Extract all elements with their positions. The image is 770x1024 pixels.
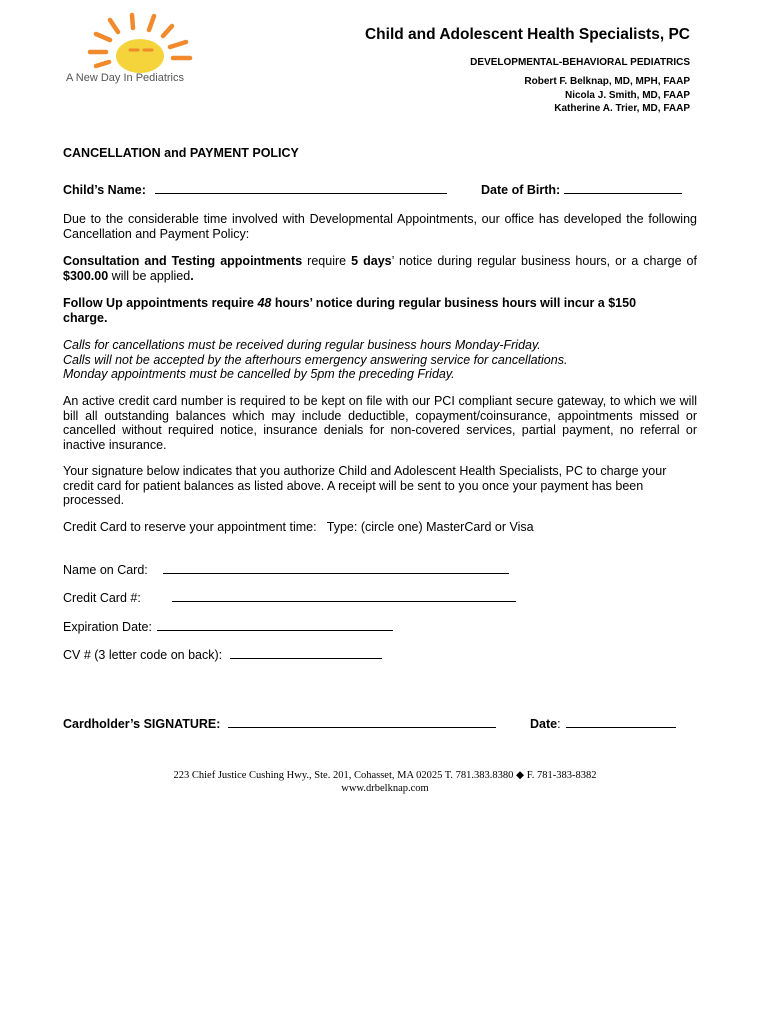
- followup-policy: Follow Up appointments require 48 hours’ notice during regular business hours will incur a $150 charge.: [63, 296, 637, 325]
- signature-label: Cardholder’s SIGNATURE:: [63, 717, 221, 731]
- cv-row: [63, 647, 382, 662]
- footer: [0, 769, 770, 795]
- cv-label: CV # (3 letter code on back):: [63, 648, 223, 662]
- footer-website[interactable]: www.drbelknap.com: [341, 783, 429, 794]
- doctor-list: [524, 75, 690, 116]
- doctor-name: Nicola J. Smith, MD, FAAP: [564, 89, 690, 101]
- practice-name: Child and Adolescent Health Specialists, PC: [364, 26, 690, 43]
- doctor-name: Katherine A. Trier, MD, FAAP: [554, 103, 690, 114]
- calls-line: Monday appointments must be cancelled by 5pm the preceding Friday.: [63, 367, 455, 381]
- card-number-field[interactable]: [172, 590, 516, 602]
- card-type-line: Credit Card to reserve your appointment time: Type: (circle one) MasterCard or Visa: [63, 520, 534, 534]
- logo-tagline: A New Day In Pediatrics: [66, 72, 184, 84]
- signature-field[interactable]: [228, 716, 496, 728]
- child-name-field[interactable]: [155, 182, 447, 194]
- dob-row: [481, 182, 682, 197]
- date-label: Date: [530, 717, 558, 731]
- dob-field[interactable]: [564, 182, 682, 194]
- cv-field[interactable]: [230, 647, 382, 659]
- card-number-row: [63, 590, 516, 605]
- dob-label: Date of Birth:: [481, 183, 561, 197]
- policy-title: CANCELLATION and PAYMENT POLICY: [63, 146, 299, 160]
- calls-line: Calls for cancellations must be received during regular business hours Monday-Friday.: [63, 338, 541, 352]
- calls-line: Calls will not be accepted by the afterhours emergency answering service for cancellations.: [63, 352, 568, 367]
- date-field[interactable]: [566, 716, 676, 728]
- name-on-card-row: [63, 562, 509, 577]
- expiration-row: [63, 619, 393, 634]
- child-name-label: Child’s Name:: [63, 183, 146, 197]
- date-row: Date:: [530, 716, 676, 731]
- signature-row: [63, 716, 496, 731]
- consultation-policy: Consultation and Testing appointments require 5 days’ notice during regular business hours, or a charge of $300.00 will be applied.: [63, 254, 697, 283]
- child-info-row: [63, 182, 447, 197]
- expiration-field[interactable]: [157, 619, 393, 631]
- doctor-name: Robert F. Belknap, MD, MPH, FAAP: [524, 76, 690, 87]
- calls-policy: [63, 338, 697, 382]
- credit-card-policy: An active credit card number is required to be kept on file with our PCI compliant secure gateway, to which we will bill all outstanding balances which may include deductible, copayment/coinsurance, appointments missed or cancelled without required notice, insurance denials for non-covered services, partial payment, no referral or inactive insurance.: [63, 394, 697, 452]
- name-on-card-label: Name on Card:: [63, 563, 148, 577]
- footer-address: 223 Chief Justice Cushing Hwy., Ste. 201, Cohasset, MA 02025 T. 781.383.8380 ◆ F. 781-383-8382: [173, 770, 597, 781]
- card-number-label: Credit Card #:: [63, 591, 141, 605]
- authorization-paragraph: Your signature below indicates that you authorize Child and Adolescent Health Specialists, PC to charge your credit card for patient balances as listed above. A receipt will be sent to you once your payment has been processed.: [63, 464, 667, 507]
- expiration-label: Expiration Date:: [63, 620, 152, 634]
- intro-paragraph: Due to the considerable time involved with Developmental Appointments, our office has developed the following Cancellation and Payment Policy:: [63, 212, 697, 241]
- name-on-card-field[interactable]: [163, 562, 509, 574]
- department-name: DEVELOPMENTAL-BEHAVIORAL PEDIATRICS: [470, 57, 690, 68]
